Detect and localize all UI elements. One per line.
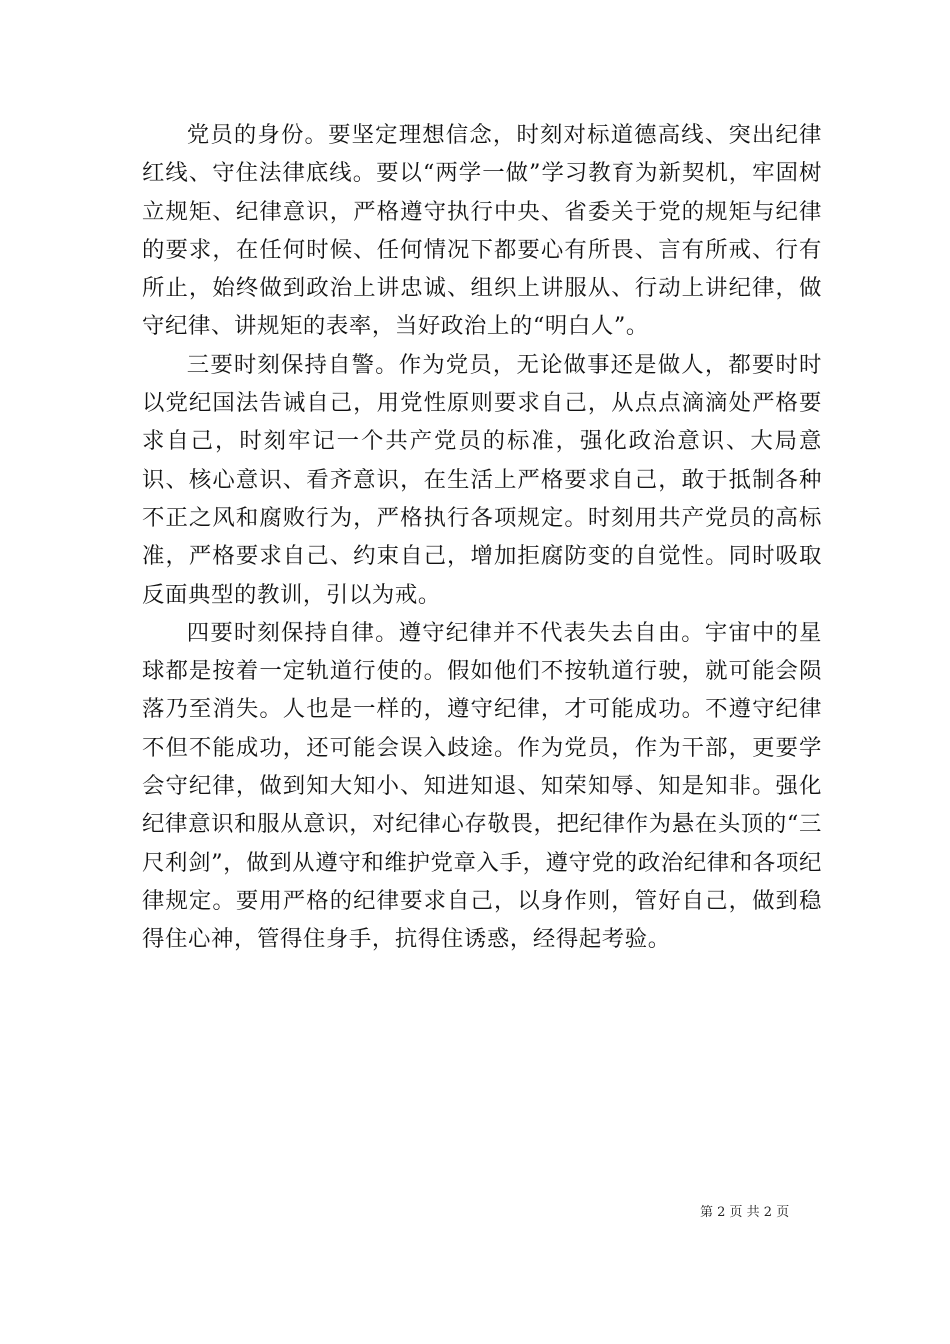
paragraph: 三要时刻保持自警。作为党员，无论做事还是做人，都要时时以党纪国法告诫自己，用党性原则要求自己，从点点滴滴处严格要求自己，时刻牢记一个共产党员的标准，强化政治意识、大局意识、核心意识、看齐意识，在生活上严格要求自己，敢于抵制各种不正之风和腐败行为，严格执行各项规定。时刻用共产党员的高标准，严格要求自己、约束自己，增加拒腐防变的自觉性。同时吸取反面典型的教训，引以为戒。 (142, 351, 822, 608)
paragraph: 党员的身份。要坚定理想信念，时刻对标道德高线、突出纪律红线、守住法律底线。要以“两学一做”学习教育为新契机，牢固树立规矩、纪律意识，严格遵守执行中央、省委关于党的规矩与纪律的要求，在任何时候、任何情况下都要心有所畏、言有所戒、行有所止，始终做到政治上讲忠诚、组织上讲服从、行动上讲纪律，做守纪律、讲规矩的表率，当好政治上的“明白人”。 (142, 122, 822, 340)
page-footer: 第 2 页 共 2 页 (700, 1205, 790, 1220)
document-body (142, 116, 822, 959)
paragraph: 四要时刻保持自律。遵守纪律并不代表失去自由。宇宙中的星球都是按着一定轨道行使的。假如他们不按轨道行驶，就可能会陨落乃至消失。人也是一样的，遵守纪律，才可能成功。不遵守纪律不但不能成功，还可能会误入歧途。作为党员，作为干部，更要学会守纪律，做到知大知小、知进知退、知荣知辱、知是知非。强化纪律意识和服从意识，对纪律心存敬畏，把纪律作为悬在头顶的“三尺利剑”，做到从遵守和维护党章入手，遵守党的政治纪律和各项纪律规定。要用严格的纪律要求自己，以身作则，管好自己，做到稳得住心神，管得住身手，抗得住诱惑，经得起考验。 (142, 619, 822, 953)
